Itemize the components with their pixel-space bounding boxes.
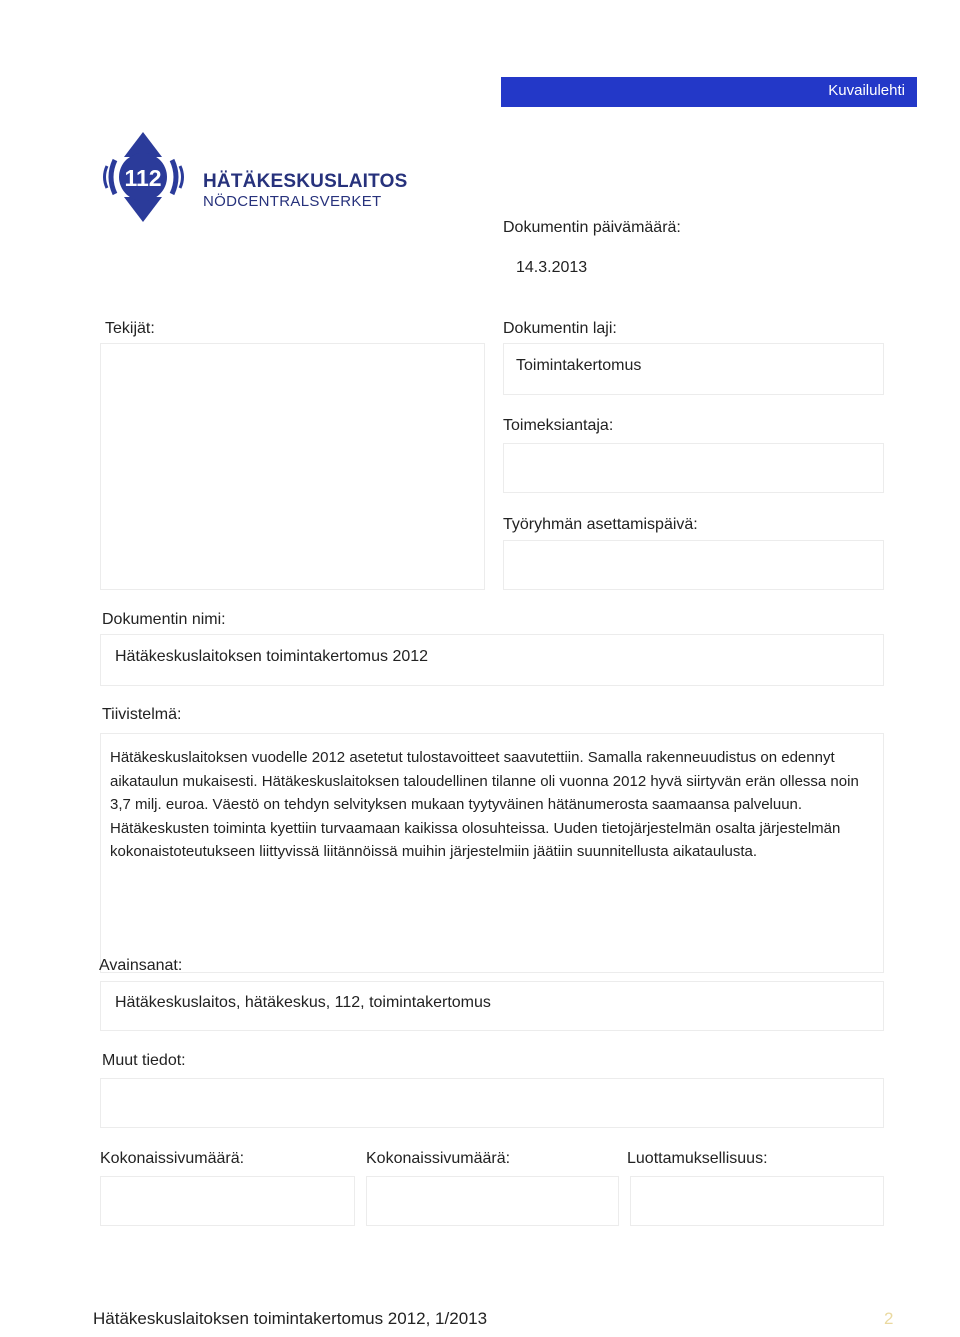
- other-info-field[interactable]: [100, 1078, 884, 1128]
- document-date-value: 14.3.2013: [516, 259, 588, 276]
- workgroup-date-field[interactable]: [503, 540, 884, 590]
- organization-logo: [100, 132, 408, 222]
- summary-label: Tiivistelmä:: [102, 706, 182, 723]
- logo-subtitle: NÖDCENTRALSVERKET: [203, 193, 382, 210]
- other-info-label: Muut tiedot:: [102, 1052, 186, 1069]
- authors-field[interactable]: [100, 343, 485, 590]
- logo-left-wave: [111, 160, 115, 194]
- client-label: Toimeksiantaja:: [503, 417, 614, 434]
- document-type-label: Dokumentin laji:: [503, 320, 617, 337]
- client-field[interactable]: [503, 443, 884, 493]
- summary-text: Hätäkeskuslaitoksen vuodelle 2012 asetetut tulostavoitteet saavutettiin. Samalla rakenneuudistus on edennyt aikataulun mukaisesti. Hätäkeskuslaitoksen taloudellinen tilanne oli vuonna 2012 hyvä siirtyvän erän ollessa noin 3,7 milj. euroa. Väestö on tehdyn selvityksen mukaan tyytyväinen hätänumerosta saamaansa palveluun. Hätäkeskusten toiminta kyettiin turvaamaan kaikissa olosuhteissa. Uuden tietojärjestelmän osalta järjestelmän kokonaistoteutukseen liittyvissä liitännöissä muihin järjestelmiin jäätiin suunnitellusta aikataulusta.: [110, 749, 859, 860]
- emergency-112-emblem-icon: [100, 132, 200, 222]
- keywords-label: Avainsanat:: [99, 957, 183, 974]
- logo-right-wave-inner: [180, 166, 183, 188]
- document-name-value: Hätäkeskuslaitoksen toimintakertomus 2012: [115, 648, 429, 665]
- document-type-value: Toimintakertomus: [516, 357, 642, 374]
- document-name-label: Dokumentin nimi:: [102, 611, 226, 628]
- document-type-badge: Kuvailulehti: [501, 77, 917, 107]
- authors-label: Tekijät:: [105, 320, 155, 337]
- document-date-label: Dokumentin päivämäärä:: [503, 219, 681, 236]
- logo-right-wave: [172, 160, 176, 194]
- confidentiality-label: Luottamuksellisuus:: [627, 1150, 768, 1167]
- logo-title: HÄTÄKESKUSLAITOS: [203, 171, 408, 192]
- total-pages-label-secondary: Kokonaissivumäärä:: [366, 1150, 511, 1167]
- footer-title: Hätäkeskuslaitoksen toimintakertomus 2012, 1/2013: [93, 1309, 488, 1328]
- total-pages-label: Kokonaissivumäärä:: [100, 1150, 245, 1167]
- total-pages-field-secondary[interactable]: [366, 1176, 619, 1226]
- total-pages-field[interactable]: [100, 1176, 355, 1226]
- logo-left-wave-inner: [105, 166, 108, 188]
- logo-number: 112: [124, 165, 162, 191]
- page-number: 2: [884, 1309, 894, 1328]
- confidentiality-field[interactable]: [630, 1176, 884, 1226]
- workgroup-date-label: Työryhmän asettamispäivä:: [503, 516, 698, 533]
- keywords-value: Hätäkeskuslaitos, hätäkeskus, 112, toimintakertomus: [115, 994, 491, 1011]
